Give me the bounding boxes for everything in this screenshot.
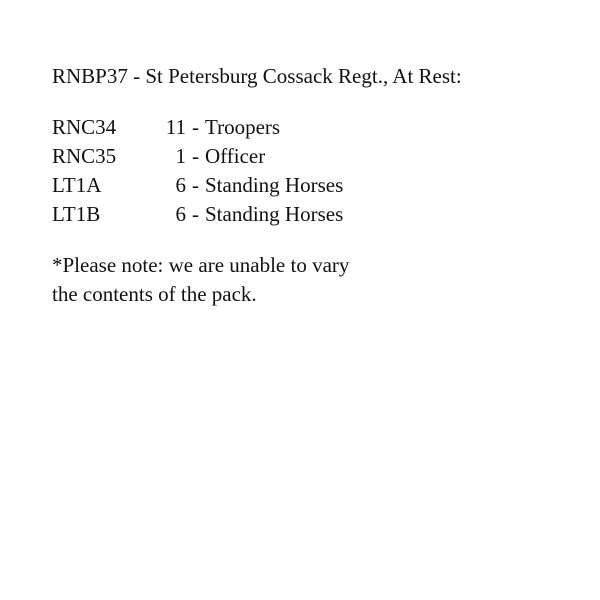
item-quantity: 6 [175,173,186,197]
item-description: Troopers [205,115,281,139]
pack-note [52,251,572,309]
item-separator: - [192,202,199,226]
item-code: LT1B [52,202,101,226]
contents-row [52,200,572,229]
item-code: LT1A [52,173,102,197]
contents-row [52,142,572,171]
contents-list [52,113,572,229]
contents-row [52,113,572,142]
item-description: Standing Horses [205,173,344,197]
item-quantity: 1 [175,144,186,168]
item-description: Standing Horses [205,202,344,226]
note-line: the contents of the pack. [52,282,257,306]
item-description: Officer [205,144,266,168]
item-code: RNC34 [52,115,117,139]
pack-title: RNBP37 - St Petersburg Cossack Regt., At Rest: [52,64,462,88]
pack-contents-document [52,62,572,309]
item-separator: - [192,173,199,197]
item-separator: - [192,144,199,168]
item-separator: - [192,115,199,139]
item-code: RNC35 [52,144,117,168]
item-quantity: 11 [165,115,186,139]
note-line: *Please note: we are unable to vary [52,253,350,277]
contents-row [52,171,572,200]
item-quantity: 6 [175,202,186,226]
